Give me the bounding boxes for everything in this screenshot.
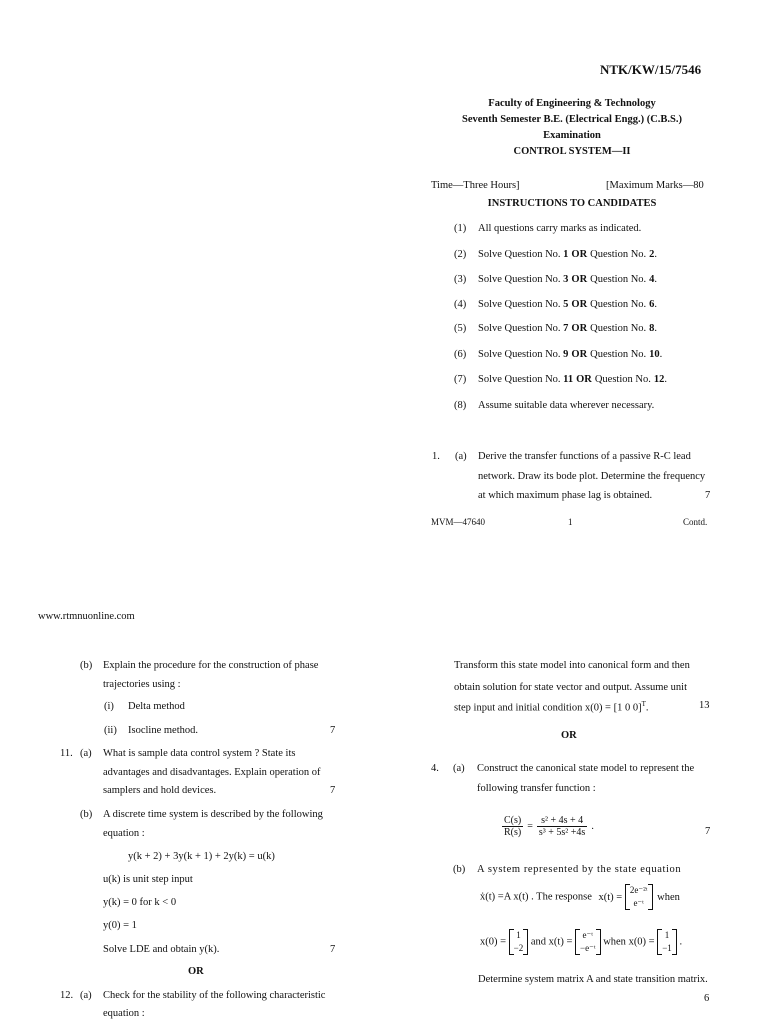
left-b-part: (b) (80, 660, 93, 671)
instruction-text-pre: Solve Question No. (478, 349, 564, 360)
q11-b-marks: 7 (330, 944, 336, 955)
x0-matrix-2: 1 −1 (657, 929, 677, 955)
instruction-text-post: . (654, 249, 658, 260)
q1-number: 1. (432, 451, 440, 462)
instruction-text-pre: Solve Question No. (478, 299, 564, 310)
time-label: Time—Three Hours] (431, 180, 520, 191)
instruction-text-pre: Assume suitable data wherever necessary. (478, 400, 655, 411)
left-b-marks: 7 (330, 725, 336, 736)
transfer-function: $\frac{C(s)}{R(s)}$ = $\frac{\text{s² + 4s + 4}}{\text{s³ + 5s² +4s}}$ . (504, 815, 594, 838)
left-b-line-1: Explain the procedure for the construction of phase (103, 660, 319, 671)
instruction-item (454, 249, 657, 260)
q11-b-part: (b) (80, 809, 93, 820)
instruction-text-pre: Solve Question No. (478, 374, 564, 385)
x0-matrix-1: 1 −2 (509, 929, 529, 955)
instruction-text-a: 9 (563, 349, 569, 360)
instruction-number: (3) (454, 274, 467, 285)
right-or: OR (561, 730, 577, 741)
q11-b-line-2: equation : (103, 828, 145, 839)
instruction-text-a: 7 (563, 323, 569, 334)
instruction-number: (8) (454, 400, 467, 411)
instruction-text-b: 8 (649, 323, 655, 334)
q4-b-determine: Determine system matrix A and state transition matrix. (478, 974, 708, 985)
instruction-item (454, 223, 650, 234)
instruction-number: (7) (454, 374, 467, 385)
instruction-text-post: . (654, 299, 658, 310)
instruction-text-question: Question No. (590, 323, 647, 334)
subject-line: CONTROL SYSTEM—II (513, 146, 631, 157)
instruction-item (454, 374, 667, 385)
q12-line-2: equation : (103, 1008, 145, 1019)
q11-a-line-1: What is sample data control system ? State its (103, 748, 296, 759)
footer-page: 1 (568, 517, 573, 527)
q1-line-1: Derive the transfer functions of a passive R-C lead (478, 451, 691, 462)
instruction-text-mid: OR (571, 299, 588, 310)
q12-number: 12. (60, 990, 74, 1001)
instruction-text-mid: OR (571, 249, 588, 260)
instruction-number: (1) (454, 223, 467, 234)
q11-cond-3: y(0) = 1 (103, 920, 137, 931)
instruction-item (454, 274, 657, 285)
instruction-text-pre: Solve Question No. (478, 274, 564, 285)
right-top-marks: 13 (699, 700, 710, 711)
instruction-text-b: 10 (649, 349, 660, 360)
instruction-text-pre: Solve Question No. (478, 323, 564, 334)
instruction-text-question: Question No. (594, 374, 651, 385)
tf-rhs: $\frac{\text{s² + 4s + 4}}{\text{s³ + 5s² +4s}}$ (538, 815, 586, 838)
website-link[interactable]: www.rtmnuonline.com (38, 611, 135, 622)
instruction-text-a: 1 (563, 249, 569, 260)
instruction-text-a: 11 (563, 374, 574, 385)
instructions-title: INSTRUCTIONS TO CANDIDATES (487, 198, 657, 209)
q4-a-line-2: following transfer function : (477, 783, 596, 794)
instruction-text-mid: OR (571, 323, 588, 334)
paper-code: NTK/KW/15/7546 (600, 62, 702, 77)
initial-conditions: x(0) = 1 −2 and x(t) = e⁻ᵗ −e⁻ᵗ when x(0) = 1 −1 . (480, 930, 683, 953)
instruction-text-post: . (654, 274, 658, 285)
q11-a-marks: 7 (330, 785, 336, 796)
instruction-text-question: Question No. (590, 349, 647, 360)
q4-b-marks: 6 (704, 993, 710, 1004)
instruction-text-a: 3 (563, 274, 569, 285)
instruction-text-mid: OR (571, 349, 588, 360)
instruction-text-b: 12 (653, 374, 665, 385)
left-or: OR (188, 966, 204, 977)
q12-a-part: (a) (80, 990, 92, 1001)
tf-lhs: $\frac{C(s)}{R(s)}$ (504, 815, 522, 838)
left-b-ii-num: (ii) (104, 725, 117, 736)
instruction-text-b: 2 (649, 249, 655, 260)
q1-line-2: network. Draw its bode plot. Determine the frequency (478, 471, 706, 482)
q1-line-3: at which maximum phase lag is obtained. (478, 490, 653, 501)
right-top-line-2: obtain solution for state vector and output. Assume unit (454, 682, 688, 693)
instruction-text-pre: Solve Question No. (478, 249, 564, 260)
q11-cond-1: u(k) is unit step input (103, 874, 193, 885)
q11-number: 11. (60, 748, 73, 759)
left-b-line-2: trajectories using : (103, 679, 181, 690)
q4-a-part: (a) (453, 763, 465, 774)
q4-b-part: (b) (453, 864, 466, 875)
instruction-text-question: Question No. (590, 274, 647, 285)
instruction-item (454, 323, 657, 334)
instruction-number: (2) (454, 249, 467, 260)
q11-equation: y(k + 2) + 3y(k + 1) + 2y(k) = u(k) (128, 851, 275, 862)
instruction-text-question: Question No. (590, 249, 647, 260)
q11-a-part: (a) (80, 748, 92, 759)
left-b-i-text: Delta method (128, 701, 185, 712)
q11-cond-2: y(k) = 0 for k < 0 (103, 897, 177, 908)
q11-a-line-3: samplers and hold devices. (103, 785, 217, 796)
instruction-text-post: . (659, 349, 663, 360)
q11-b-line-1: A discrete time system is described by the following (103, 809, 323, 820)
footer-contd: Contd. (683, 517, 708, 527)
instruction-number: (6) (454, 349, 467, 360)
instruction-text-post: . (654, 323, 658, 334)
max-marks-label: [Maximum Marks—80 (606, 180, 704, 191)
state-equation: ẋ(t) =A x(t) . The response x(t) = 2e⁻²ᵗ e⁻ᵗ when (480, 885, 680, 908)
q4-a-marks: 7 (705, 826, 711, 837)
instruction-text-pre: All questions carry marks as indicated. (478, 223, 642, 234)
instruction-text-question: Question No. (590, 299, 647, 310)
instruction-item (454, 400, 663, 411)
left-b-i-num: (i) (104, 701, 114, 712)
instruction-text-post: . (664, 374, 667, 385)
instruction-number: (5) (454, 323, 467, 334)
instruction-item (454, 349, 662, 360)
xt-matrix-2: e⁻ᵗ −e⁻ᵗ (575, 929, 601, 955)
instruction-text-mid: OR (576, 374, 592, 385)
instruction-number: (4) (454, 299, 467, 310)
semester-line: Seventh Semester B.E. (Electrical Engg.) (C.B.S.) (462, 114, 682, 125)
exam-line: Examination (543, 130, 601, 141)
q4-b-line: A system represented by the state equation (477, 864, 682, 875)
q1-marks: 7 (705, 490, 711, 501)
q1-part: (a) (455, 451, 467, 462)
xt-matrix: 2e⁻²ᵗ e⁻ᵗ (625, 884, 653, 910)
instruction-text-b: 4 (649, 274, 655, 285)
q11-a-line-2: advantages and disadvantages. Explain operation of (103, 767, 321, 778)
instruction-text-b: 6 (649, 299, 655, 310)
right-top-line-3: step input and initial condition x(0) = [1 0 0]$^T$. (454, 700, 649, 714)
right-top-line-1: Transform this state model into canonical form and then (454, 660, 690, 671)
footer-code: MVM—47640 (431, 517, 486, 527)
faculty-line: Faculty of Engineering & Technology (488, 98, 656, 109)
q11-cond-4: Solve LDE and obtain y(k). (103, 944, 220, 955)
instruction-text-mid: OR (571, 274, 588, 285)
q4-number: 4. (431, 763, 439, 774)
q12-line-1: Check for the stability of the following characteristic (103, 990, 326, 1001)
q4-a-line-1: Construct the canonical state model to represent the (477, 763, 695, 774)
instruction-item (454, 299, 657, 310)
left-b-ii-text: Isocline method. (128, 725, 198, 736)
instruction-text-a: 5 (563, 299, 569, 310)
